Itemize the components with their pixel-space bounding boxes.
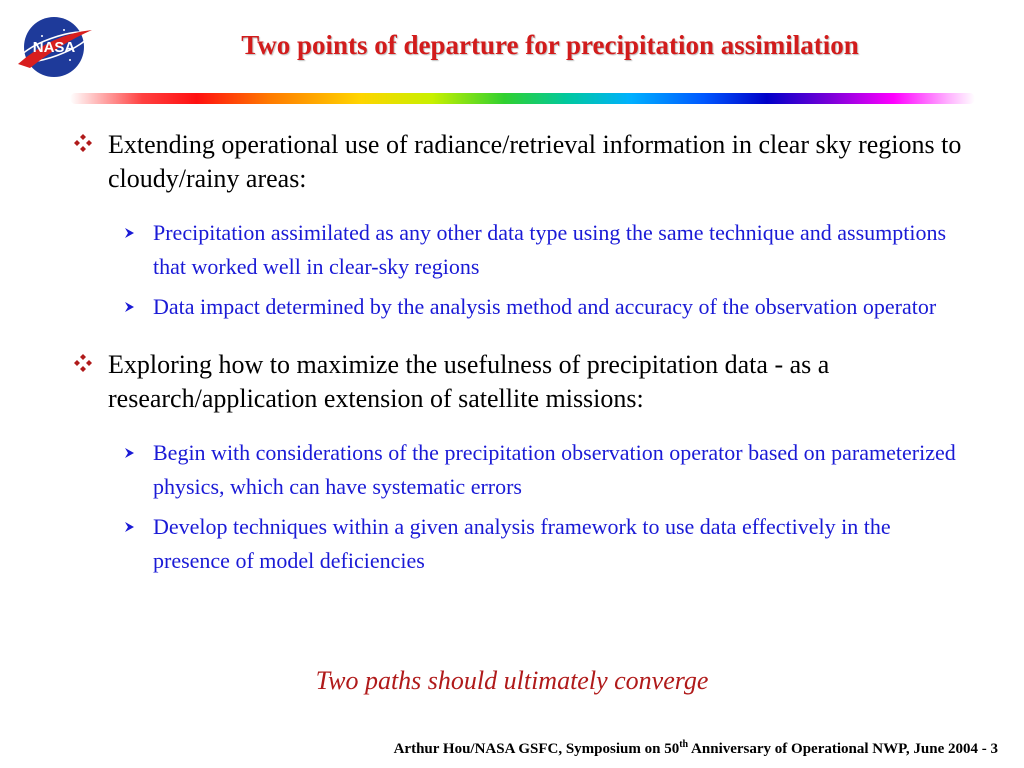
bullet-text: Extending operational use of radiance/retrieval information in clear sky regions to cloudy/rainy areas: bbox=[108, 130, 962, 193]
sub-item bbox=[60, 216, 970, 284]
sub-item bbox=[60, 436, 970, 504]
sub-item-text: Data impact determined by the analysis method and accuracy of the observation operator bbox=[153, 294, 937, 319]
sub-list bbox=[60, 436, 970, 578]
sub-item-text: Precipitation assimilated as any other data type using the same technique and assumptions that worked well in clear-sky regions bbox=[153, 220, 947, 279]
four-diamond-icon bbox=[74, 134, 92, 152]
footer-citation bbox=[394, 739, 998, 758]
arrowhead-icon bbox=[123, 301, 135, 313]
arrowhead-icon bbox=[123, 227, 135, 239]
sub-item bbox=[60, 290, 970, 324]
sub-item-text: Develop techniques within a given analysis framework to use data effectively in the presence of model deficiencies bbox=[153, 514, 891, 573]
slide-content bbox=[60, 128, 970, 584]
four-diamond-icon bbox=[74, 354, 92, 372]
bullet-text: Exploring how to maximize the usefulness of precipitation data - as a research/application extension of satellite missions: bbox=[108, 350, 830, 413]
footer-superscript: th bbox=[679, 739, 689, 750]
arrowhead-icon bbox=[123, 447, 135, 459]
sub-list bbox=[60, 216, 970, 324]
bullet-item bbox=[60, 128, 970, 196]
footer-suffix: Anniversary of Operational NWP, June 2004 - 3 bbox=[688, 741, 998, 757]
sub-item-text: Begin with considerations of the precipitation observation operator based on parameterized physics, which can have systematic errors bbox=[153, 440, 956, 499]
footer-prefix: Arthur Hou/NASA GSFC, Symposium on 50 bbox=[393, 741, 680, 757]
nasa-logo bbox=[12, 12, 96, 82]
arrowhead-icon bbox=[123, 521, 135, 533]
rainbow-divider bbox=[70, 93, 975, 104]
bullet-item bbox=[60, 348, 970, 416]
sub-item bbox=[60, 510, 970, 578]
nasa-logo-text: NASA bbox=[32, 39, 76, 56]
conclusion-text: Two paths should ultimately converge bbox=[315, 666, 709, 695]
page-title: Two points of departure for precipitation assimilation bbox=[241, 30, 859, 60]
